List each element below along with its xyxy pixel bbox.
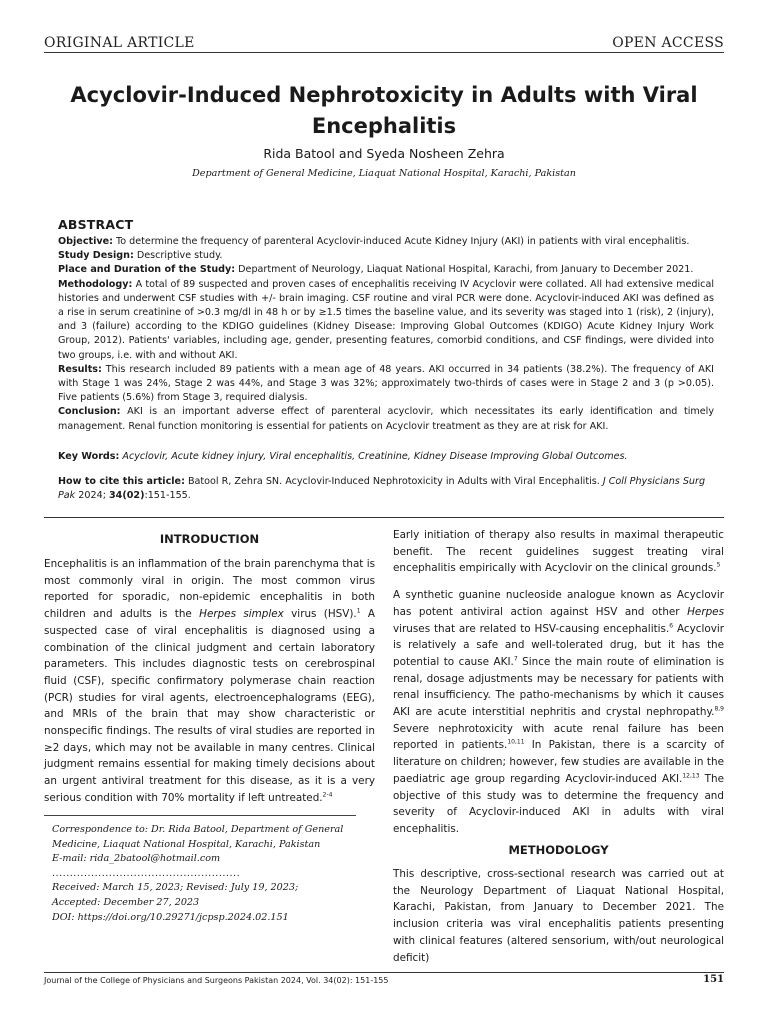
authors: Rida Batool and Syeda Nosheen Zehra [263,146,505,161]
introduction-heading: INTRODUCTION [159,532,260,546]
citation-volume: 34(02) [108,490,145,502]
right-p2-d: Since the main route of elimination is renal, dosage adjustments may be necessary for patients with renal insufficiency. The patho-mechanisms by which it causes AKI are acute interstitial nephritis and crystal nephropathy. [393,655,724,719]
correspondence-author: Correspondence to: Dr. Rida Batool, Department of General Medicine, Liaquat National Hospital, Karachi, Pakistan [52,824,344,850]
methodology-paragraph: This descriptive, cross-sectional research was carried out at the Neurology Department of Liaquat National Hospital, Karachi, Pakistan, from January to December 2021. The inclusion criteria was viral encephalitis patients presenting with clinical features (altered sensorium, with/out neurological deficit) [393,868,724,964]
right-p2-g: The objective of this study was to determine the frequency and severity of Acyclovir-induced AKI in adults with viral encephalitis. [393,772,724,835]
ref-6: 6 [669,622,674,630]
introduction-body [44,556,375,807]
design-label: Study Design: [58,250,134,262]
open-access-label: OPEN ACCESS [612,35,724,51]
methodology-text: A total of 89 suspected and proven cases of encephalitis receiving IV Acyclovir were collated. All had extensive medical histories and underwent CSF studies with +/- brain imaging. CSF routine and viral PCR were done. Acyclovir-induced AKI was defined as a rise in serum creatinine of >0.3 mg/dl in 48 h or by ≥1.5 times the baseline value, and its severity was staged into 1 (risk), 2 (injury), and 3 (failure) according to the KDIGO guidelines (Kidney Disease: Improving Global Outcomes (KDIGO) Acute Kidney Injury Work Group, 2012). Patients' variables, including age, gender, presenting features, comorbid conditions, and CSF findings, were divided into two groups, i.e. with and without AKI. [58,278,714,361]
correspondence-block [52,823,352,925]
abstract-body [58,235,714,434]
abstract-methodology [58,278,714,363]
correspondence-rule [44,815,356,816]
objective-text: To determine the frequency of parenteral Acyclovir-induced Acute Kidney Injury (AKI) in patients with viral encephalitis. [112,236,690,247]
ref-7: 7 [513,655,518,663]
objective-label: Objective: [58,236,113,247]
ref-12-13: 12,13 [682,772,700,780]
design-text: Descriptive study. [133,250,223,262]
conclusion-text: AKI is an important adverse effect of parenteral acyclovir, which necessitates its early identification and timely management. Renal function monitoring is essential for patients on Acyclovir treatment as they are at risk for AKI. [58,406,714,432]
abstract-place [58,263,714,277]
ref-1: 1 [356,607,361,615]
abstract-objective [58,235,714,249]
citation-pages: :151-155. [144,490,191,502]
introduction-paragraph [44,556,375,807]
ref-5: 5 [716,561,721,569]
affiliation: Department of General Medicine, Liaquat National Hospital, Karachi, Pakistan [192,168,576,179]
footer-rule [44,972,724,973]
right-p2-c: Acyclovir is relatively a safe and well-tolerated drug, but it has the potential to cause AKI. [393,622,725,668]
methodology-heading: METHODOLOGY [508,843,609,857]
intro-text-c: A suspected case of viral encephalitis is diagnosed using a combination of the clinical judgment and certain laboratory parameters. This includes diagnostic tests on cerebrospinal fluid (CSF), specific confirmatory polymerase chain reaction (PCR) studies for viral agents, electroencephalograms (EEG), and MRIs of the brain that may show characteristic or nonspecific findings. The results of viral studies are reported in ≥2 days, which may not be available in many centres. Clinical judgment remains essential for making timely decisions about an urgent antiviral treatment for this disease, as it is a very serious condition with 70% mortality if left untreated. [44,608,375,804]
results-label: Results: [58,363,102,375]
right-p2-f: In Pakistan, there is a scarcity of literature on children; however, few studies are available in the paediatric age group regarding Acyclovir-induced AKI. [393,739,724,785]
correspondence-dots: ..................................................... [52,867,241,879]
methodology-body [393,866,724,966]
intro-hsv: Herpes simplex [199,608,284,621]
right-p1-text: Early initiation of therapy also results in maximal therapeutic benefit. The recent guidelines suggest treating viral encephalitis empirically with Acyclovir on the clinical grounds. [393,529,724,575]
citation-label: How to cite this article: [58,476,185,487]
journal-footer: Journal of the College of Physicians and Surgeons Pakistan 2024, Vol. 34(02): 151-155 [44,976,389,985]
abstract-results [58,363,714,406]
right-paragraph-1 [393,527,724,577]
citation-journal: J Coll Physicians Surg Pak [58,476,706,502]
right-paragraph-2 [393,587,724,838]
correspondence-email: E-mail: rida_2batool@hotmail.com [52,853,221,865]
header-rule [44,52,724,53]
ref-8-9: 8,9 [714,705,724,713]
citation-year: 2024; [75,490,109,502]
doi: DOI: https://doi.org/10.29271/jcpsp.2024.02.151 [52,911,289,923]
abstract-design [58,249,714,263]
place-text: Department of Neurology, Liaquat National Hospital, Karachi, from January to December 2021. [235,264,694,276]
right-p2-b: viruses that are related to HSV-causing encephalitis. [393,622,670,635]
accepted-date: Accepted: December 27, 2023 [52,896,200,908]
right-p2-e: Severe nephrotoxicity with acute renal failure has been reported in patients. [393,722,724,752]
keywords [58,450,714,464]
keywords-label: Key Words: [58,451,120,462]
section-divider [44,517,724,518]
right-column-body [393,527,724,838]
abstract-heading: ABSTRACT [58,217,134,232]
ref-2-4: 2-4 [322,791,333,799]
results-text: This research included 89 patients with a mean age of 48 years. AKI occurred in 34 patients (38.2%). The frequency of AKI with Stage 1 was 24%, Stage 2 was 44%, and Stage 3 was 32%; approximately two-thirds of cases were in Stage 2 and 3 (p >0.05). Five patients (5.6%) from Stage 3, required dialysis. [58,363,714,404]
title-line-1: Acyclovir-Induced Nephrotoxicity in Adults with Viral [70,83,698,107]
article-title [44,80,724,142]
title-line-2: Encephalitis [311,114,457,138]
methodology-label: Methodology: [58,278,133,290]
citation [58,475,714,503]
ref-10-11: 10,11 [507,738,525,746]
right-p2-a: A synthetic guanine nucleoside analogue known as Acyclovir has potent antiviral action against HSV and other [393,589,724,618]
place-label: Place and Duration of the Study: [58,264,236,276]
intro-text-b: virus (HSV). [283,608,357,621]
abstract-conclusion [58,405,714,433]
conclusion-label: Conclusion: [58,406,121,418]
intro-text-a: Encephalitis is an inflammation of the brain parenchyma that is most commonly viral in origin. The most common virus reported for sporadic, non-epidemic encephalitis in both children and adults is the [44,558,375,621]
received-date: Received: March 15, 2023; Revised: July 19, 2023; [52,882,299,894]
page-number: 151 [703,974,724,985]
article-type-label: ORIGINAL ARTICLE [44,35,195,51]
right-p2-herpes: Herpes [687,605,724,618]
citation-text: Batool R, Zehra SN. Acyclovir-Induced Nephrotoxicity in Adults with Viral Encephalitis. [184,476,603,487]
keywords-text: Acyclovir, Acute kidney injury, Viral encephalitis, Creatinine, Kidney Disease Improving Global Outcomes. [119,451,628,462]
